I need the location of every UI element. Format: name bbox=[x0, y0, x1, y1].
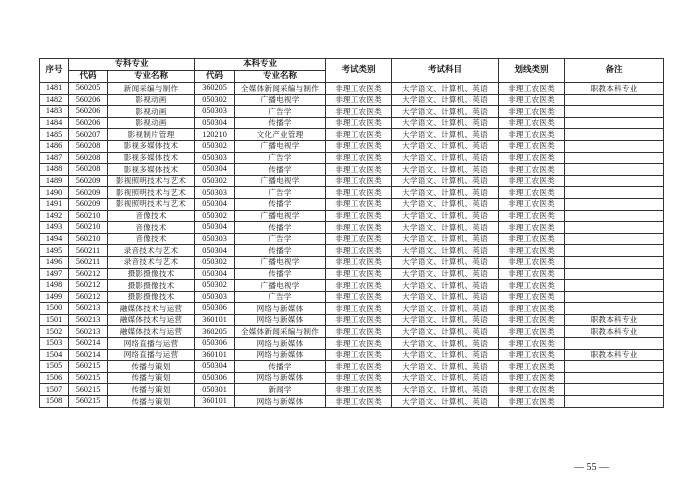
cell-benke-code: 050303 bbox=[195, 106, 235, 118]
cell-exam-subjects: 大学语文、计算机、英语 bbox=[392, 396, 499, 408]
header-exam-subjects: 考试科目 bbox=[392, 59, 499, 83]
cell-zhuanke-name: 新闻采编与制作 bbox=[108, 83, 195, 95]
cell-zhuanke-name: 音像技术 bbox=[108, 210, 195, 222]
cell-zhuanke-name: 摄影摄像技术 bbox=[108, 268, 195, 280]
cell-exam-subjects: 大学语文、计算机、英语 bbox=[392, 106, 499, 118]
cell-zhuanke-code: 560212 bbox=[69, 291, 108, 303]
cell-benke-name: 广播电视学 bbox=[235, 94, 326, 106]
cell-benke-code: 050306 bbox=[195, 372, 235, 384]
header-remarks: 备注 bbox=[565, 59, 664, 83]
cell-exam-type: 非理工农医类 bbox=[326, 349, 392, 361]
table-row bbox=[40, 361, 664, 373]
cell-remarks bbox=[565, 303, 664, 315]
cell-exam-subjects: 大学语文、计算机、英语 bbox=[392, 129, 499, 141]
cell-exam-subjects: 大学语文、计算机、英语 bbox=[392, 222, 499, 234]
cell-seq: 1486 bbox=[40, 140, 69, 152]
cell-seq: 1508 bbox=[40, 396, 69, 408]
cell-exam-subjects: 大学语文、计算机、英语 bbox=[392, 164, 499, 176]
cell-benke-name: 广播电视学 bbox=[235, 210, 326, 222]
cell-seq: 1494 bbox=[40, 233, 69, 245]
cell-exam-type: 非理工农医类 bbox=[326, 187, 392, 199]
cell-line-type: 非理工农医类 bbox=[499, 303, 565, 315]
cell-seq: 1499 bbox=[40, 291, 69, 303]
header-zhuanke-code: 代码 bbox=[69, 71, 108, 83]
cell-remarks: 职教本科专业 bbox=[565, 326, 664, 338]
cell-benke-code: 050302 bbox=[195, 210, 235, 222]
table-row bbox=[40, 280, 664, 292]
cell-benke-name: 传播学 bbox=[235, 222, 326, 234]
cell-line-type: 非理工农医类 bbox=[499, 384, 565, 396]
cell-zhuanke-code: 560211 bbox=[69, 245, 108, 257]
cell-seq: 1502 bbox=[40, 326, 69, 338]
cell-line-type: 非理工农医类 bbox=[499, 94, 565, 106]
cell-benke-code: 360205 bbox=[195, 326, 235, 338]
cell-zhuanke-name: 传播与策划 bbox=[108, 396, 195, 408]
table-row bbox=[40, 372, 664, 384]
cell-exam-type: 非理工农医类 bbox=[326, 152, 392, 164]
cell-exam-subjects: 大学语文、计算机、英语 bbox=[392, 175, 499, 187]
cell-seq: 1495 bbox=[40, 245, 69, 257]
header-exam-type: 考试类别 bbox=[326, 59, 392, 83]
header-benke-code: 代码 bbox=[195, 71, 235, 83]
table-row bbox=[40, 245, 664, 257]
cell-exam-type: 非理工农医类 bbox=[326, 94, 392, 106]
cell-zhuanke-name: 融媒体技术与运营 bbox=[108, 326, 195, 338]
cell-exam-type: 非理工农医类 bbox=[326, 129, 392, 141]
cell-exam-type: 非理工农医类 bbox=[326, 396, 392, 408]
table-row bbox=[40, 140, 664, 152]
cell-remarks bbox=[565, 291, 664, 303]
table-row bbox=[40, 129, 664, 141]
cell-benke-name: 广告学 bbox=[235, 187, 326, 199]
cell-line-type: 非理工农医类 bbox=[499, 233, 565, 245]
cell-seq: 1496 bbox=[40, 256, 69, 268]
header-benke-name: 专业名称 bbox=[235, 71, 326, 83]
cell-benke-code: 360101 bbox=[195, 396, 235, 408]
cell-seq: 1506 bbox=[40, 372, 69, 384]
cell-seq: 1483 bbox=[40, 106, 69, 118]
cell-exam-subjects: 大学语文、计算机、英语 bbox=[392, 361, 499, 373]
cell-benke-code: 050303 bbox=[195, 187, 235, 199]
cell-exam-type: 非理工农医类 bbox=[326, 372, 392, 384]
cell-benke-code: 050304 bbox=[195, 117, 235, 129]
cell-benke-code: 050302 bbox=[195, 256, 235, 268]
cell-exam-type: 非理工农医类 bbox=[326, 361, 392, 373]
cell-zhuanke-name: 融媒体技术与运营 bbox=[108, 303, 195, 315]
table-row bbox=[40, 187, 664, 199]
cell-exam-subjects: 大学语文、计算机、英语 bbox=[392, 140, 499, 152]
cell-exam-type: 非理工农医类 bbox=[326, 106, 392, 118]
cell-remarks bbox=[565, 198, 664, 210]
cell-exam-type: 非理工农医类 bbox=[326, 198, 392, 210]
cell-benke-code: 050306 bbox=[195, 338, 235, 350]
cell-exam-type: 非理工农医类 bbox=[326, 314, 392, 326]
cell-remarks bbox=[565, 233, 664, 245]
cell-remarks bbox=[565, 222, 664, 234]
header-zhuanke: 专科专业 bbox=[69, 59, 195, 71]
cell-benke-code: 050304 bbox=[195, 198, 235, 210]
cell-remarks bbox=[565, 338, 664, 350]
cell-exam-type: 非理工农医类 bbox=[326, 164, 392, 176]
cell-zhuanke-code: 560209 bbox=[69, 175, 108, 187]
cell-zhuanke-name: 影视照明技术与艺术 bbox=[108, 198, 195, 210]
cell-seq: 1487 bbox=[40, 152, 69, 164]
cell-benke-code: 050302 bbox=[195, 140, 235, 152]
cell-line-type: 非理工农医类 bbox=[499, 361, 565, 373]
cell-benke-code: 050304 bbox=[195, 222, 235, 234]
cell-benke-name: 全媒体新闻采编与制作 bbox=[235, 326, 326, 338]
cell-benke-name: 网络与新媒体 bbox=[235, 349, 326, 361]
cell-benke-name: 广播电视学 bbox=[235, 140, 326, 152]
cell-seq: 1501 bbox=[40, 314, 69, 326]
cell-benke-code: 050306 bbox=[195, 303, 235, 315]
cell-seq: 1485 bbox=[40, 129, 69, 141]
cell-seq: 1484 bbox=[40, 117, 69, 129]
cell-line-type: 非理工农医类 bbox=[499, 140, 565, 152]
cell-seq: 1503 bbox=[40, 338, 69, 350]
cell-exam-type: 非理工农医类 bbox=[326, 256, 392, 268]
page-number: — 55 — bbox=[574, 462, 609, 473]
cell-benke-name: 网络与新媒体 bbox=[235, 338, 326, 350]
table-body bbox=[40, 83, 664, 408]
cell-zhuanke-code: 560213 bbox=[69, 326, 108, 338]
cell-zhuanke-code: 560213 bbox=[69, 314, 108, 326]
cell-zhuanke-name: 网络直播与运营 bbox=[108, 349, 195, 361]
cell-remarks bbox=[565, 361, 664, 373]
cell-exam-subjects: 大学语文、计算机、英语 bbox=[392, 117, 499, 129]
cell-zhuanke-code: 560214 bbox=[69, 349, 108, 361]
cell-line-type: 非理工农医类 bbox=[499, 245, 565, 257]
cell-benke-code: 050304 bbox=[195, 164, 235, 176]
cell-benke-code: 050302 bbox=[195, 280, 235, 292]
table-row bbox=[40, 349, 664, 361]
table-row bbox=[40, 233, 664, 245]
cell-zhuanke-code: 560215 bbox=[69, 361, 108, 373]
cell-zhuanke-code: 560205 bbox=[69, 83, 108, 95]
cell-benke-code: 050304 bbox=[195, 361, 235, 373]
cell-benke-name: 传播学 bbox=[235, 164, 326, 176]
cell-benke-name: 广告学 bbox=[235, 152, 326, 164]
cell-exam-subjects: 大学语文、计算机、英语 bbox=[392, 314, 499, 326]
cell-remarks bbox=[565, 117, 664, 129]
cell-benke-name: 广播电视学 bbox=[235, 280, 326, 292]
cell-remarks bbox=[565, 256, 664, 268]
cell-line-type: 非理工农医类 bbox=[499, 106, 565, 118]
cell-zhuanke-code: 560211 bbox=[69, 256, 108, 268]
cell-exam-type: 非理工农医类 bbox=[326, 140, 392, 152]
cell-line-type: 非理工农医类 bbox=[499, 83, 565, 95]
cell-exam-subjects: 大学语文、计算机、英语 bbox=[392, 349, 499, 361]
table-row bbox=[40, 94, 664, 106]
table-row bbox=[40, 164, 664, 176]
cell-exam-type: 非理工农医类 bbox=[326, 280, 392, 292]
cell-benke-code: 050303 bbox=[195, 152, 235, 164]
cell-zhuanke-name: 影视制片管理 bbox=[108, 129, 195, 141]
cell-line-type: 非理工农医类 bbox=[499, 117, 565, 129]
cell-zhuanke-code: 560213 bbox=[69, 303, 108, 315]
cell-benke-code: 120210 bbox=[195, 129, 235, 141]
cell-line-type: 非理工农医类 bbox=[499, 164, 565, 176]
cell-remarks bbox=[565, 129, 664, 141]
header-benke: 本科专业 bbox=[195, 59, 326, 71]
cell-zhuanke-name: 影视动画 bbox=[108, 94, 195, 106]
cell-line-type: 非理工农医类 bbox=[499, 326, 565, 338]
cell-benke-name: 传播学 bbox=[235, 198, 326, 210]
cell-seq: 1492 bbox=[40, 210, 69, 222]
cell-line-type: 非理工农医类 bbox=[499, 222, 565, 234]
cell-zhuanke-code: 560209 bbox=[69, 198, 108, 210]
cell-benke-name: 广播电视学 bbox=[235, 256, 326, 268]
cell-zhuanke-code: 560210 bbox=[69, 233, 108, 245]
cell-zhuanke-code: 560206 bbox=[69, 106, 108, 118]
cell-zhuanke-code: 560214 bbox=[69, 338, 108, 350]
cell-exam-type: 非理工农医类 bbox=[326, 384, 392, 396]
cell-remarks: 职教本科专业 bbox=[565, 349, 664, 361]
cell-exam-subjects: 大学语文、计算机、英语 bbox=[392, 198, 499, 210]
cell-line-type: 非理工农医类 bbox=[499, 268, 565, 280]
cell-benke-name: 传播学 bbox=[235, 361, 326, 373]
cell-exam-type: 非理工农医类 bbox=[326, 175, 392, 187]
cell-seq: 1491 bbox=[40, 198, 69, 210]
table-row bbox=[40, 396, 664, 408]
cell-exam-subjects: 大学语文、计算机、英语 bbox=[392, 280, 499, 292]
cell-zhuanke-code: 560210 bbox=[69, 222, 108, 234]
cell-zhuanke-code: 560210 bbox=[69, 210, 108, 222]
cell-zhuanke-name: 影视动画 bbox=[108, 106, 195, 118]
cell-zhuanke-name: 融媒体技术与运营 bbox=[108, 314, 195, 326]
cell-line-type: 非理工农医类 bbox=[499, 314, 565, 326]
cell-remarks bbox=[565, 152, 664, 164]
cell-zhuanke-code: 560212 bbox=[69, 280, 108, 292]
header-seq: 序号 bbox=[40, 59, 69, 83]
cell-remarks bbox=[565, 384, 664, 396]
cell-zhuanke-name: 影视照明技术与艺术 bbox=[108, 187, 195, 199]
admissions-table bbox=[39, 58, 664, 408]
cell-benke-code: 050303 bbox=[195, 233, 235, 245]
cell-seq: 1498 bbox=[40, 280, 69, 292]
cell-seq: 1500 bbox=[40, 303, 69, 315]
cell-benke-name: 网络与新媒体 bbox=[235, 303, 326, 315]
cell-exam-type: 非理工农医类 bbox=[326, 233, 392, 245]
cell-zhuanke-name: 网络直播与运营 bbox=[108, 338, 195, 350]
cell-zhuanke-code: 560208 bbox=[69, 140, 108, 152]
header-zhuanke-name: 专业名称 bbox=[108, 71, 195, 83]
table-row bbox=[40, 117, 664, 129]
cell-zhuanke-code: 560215 bbox=[69, 372, 108, 384]
cell-exam-subjects: 大学语文、计算机、英语 bbox=[392, 338, 499, 350]
cell-exam-subjects: 大学语文、计算机、英语 bbox=[392, 233, 499, 245]
cell-exam-subjects: 大学语文、计算机、英语 bbox=[392, 303, 499, 315]
cell-remarks bbox=[565, 164, 664, 176]
cell-line-type: 非理工农医类 bbox=[499, 175, 565, 187]
cell-exam-type: 非理工农医类 bbox=[326, 83, 392, 95]
cell-line-type: 非理工农医类 bbox=[499, 338, 565, 350]
cell-exam-subjects: 大学语文、计算机、英语 bbox=[392, 268, 499, 280]
cell-seq: 1497 bbox=[40, 268, 69, 280]
cell-benke-name: 传播学 bbox=[235, 245, 326, 257]
cell-zhuanke-name: 音像技术 bbox=[108, 233, 195, 245]
cell-line-type: 非理工农医类 bbox=[499, 129, 565, 141]
cell-seq: 1489 bbox=[40, 175, 69, 187]
cell-benke-name: 传播学 bbox=[235, 268, 326, 280]
table-row bbox=[40, 268, 664, 280]
cell-benke-name: 广告学 bbox=[235, 106, 326, 118]
table-row bbox=[40, 291, 664, 303]
cell-benke-code: 360101 bbox=[195, 314, 235, 326]
cell-exam-type: 非理工农医类 bbox=[326, 210, 392, 222]
cell-exam-subjects: 大学语文、计算机、英语 bbox=[392, 94, 499, 106]
cell-benke-code: 050302 bbox=[195, 94, 235, 106]
cell-exam-type: 非理工农医类 bbox=[326, 268, 392, 280]
cell-zhuanke-name: 传播与策划 bbox=[108, 372, 195, 384]
cell-remarks bbox=[565, 245, 664, 257]
cell-line-type: 非理工农医类 bbox=[499, 280, 565, 292]
cell-benke-name: 全媒体新闻采编与制作 bbox=[235, 83, 326, 95]
cell-remarks bbox=[565, 372, 664, 384]
cell-seq: 1493 bbox=[40, 222, 69, 234]
cell-zhuanke-code: 560206 bbox=[69, 117, 108, 129]
cell-zhuanke-code: 560215 bbox=[69, 384, 108, 396]
table-row bbox=[40, 83, 664, 95]
cell-benke-name: 传播学 bbox=[235, 117, 326, 129]
cell-remarks bbox=[565, 280, 664, 292]
cell-exam-type: 非理工农医类 bbox=[326, 303, 392, 315]
cell-zhuanke-name: 影视多媒体技术 bbox=[108, 164, 195, 176]
table-row bbox=[40, 152, 664, 164]
cell-line-type: 非理工农医类 bbox=[499, 396, 565, 408]
cell-exam-type: 非理工农医类 bbox=[326, 117, 392, 129]
cell-line-type: 非理工农医类 bbox=[499, 210, 565, 222]
cell-benke-name: 文化产业管理 bbox=[235, 129, 326, 141]
cell-zhuanke-code: 560209 bbox=[69, 187, 108, 199]
cell-remarks: 职教本科专业 bbox=[565, 83, 664, 95]
cell-seq: 1481 bbox=[40, 83, 69, 95]
table-header bbox=[40, 59, 664, 83]
cell-seq: 1507 bbox=[40, 384, 69, 396]
table-row bbox=[40, 256, 664, 268]
cell-zhuanke-name: 摄影摄像技术 bbox=[108, 280, 195, 292]
cell-benke-code: 050304 bbox=[195, 268, 235, 280]
cell-zhuanke-name: 影视多媒体技术 bbox=[108, 140, 195, 152]
cell-benke-code: 050302 bbox=[195, 175, 235, 187]
cell-zhuanke-code: 560212 bbox=[69, 268, 108, 280]
cell-zhuanke-name: 录音技术与艺术 bbox=[108, 256, 195, 268]
cell-exam-type: 非理工农医类 bbox=[326, 326, 392, 338]
cell-remarks bbox=[565, 140, 664, 152]
cell-zhuanke-name: 传播与策划 bbox=[108, 384, 195, 396]
cell-benke-code: 360101 bbox=[195, 349, 235, 361]
table-row bbox=[40, 198, 664, 210]
table-row bbox=[40, 326, 664, 338]
cell-exam-subjects: 大学语文、计算机、英语 bbox=[392, 372, 499, 384]
cell-exam-subjects: 大学语文、计算机、英语 bbox=[392, 384, 499, 396]
cell-benke-code: 360205 bbox=[195, 83, 235, 95]
cell-remarks bbox=[565, 396, 664, 408]
table-row bbox=[40, 338, 664, 350]
cell-exam-type: 非理工农医类 bbox=[326, 222, 392, 234]
cell-remarks bbox=[565, 210, 664, 222]
cell-exam-subjects: 大学语文、计算机、英语 bbox=[392, 187, 499, 199]
cell-remarks bbox=[565, 187, 664, 199]
cell-benke-name: 网络与新媒体 bbox=[235, 372, 326, 384]
cell-remarks bbox=[565, 106, 664, 118]
cell-benke-name: 新闻学 bbox=[235, 384, 326, 396]
cell-exam-type: 非理工农医类 bbox=[326, 291, 392, 303]
cell-line-type: 非理工农医类 bbox=[499, 152, 565, 164]
cell-remarks bbox=[565, 94, 664, 106]
cell-benke-name: 广播电视学 bbox=[235, 175, 326, 187]
table-row bbox=[40, 303, 664, 315]
cell-remarks bbox=[565, 175, 664, 187]
cell-zhuanke-name: 摄影摄像技术 bbox=[108, 291, 195, 303]
cell-zhuanke-name: 录音技术与艺术 bbox=[108, 245, 195, 257]
cell-zhuanke-name: 影视照明技术与艺术 bbox=[108, 175, 195, 187]
cell-exam-subjects: 大学语文、计算机、英语 bbox=[392, 83, 499, 95]
cell-exam-subjects: 大学语文、计算机、英语 bbox=[392, 291, 499, 303]
cell-seq: 1490 bbox=[40, 187, 69, 199]
cell-zhuanke-code: 560207 bbox=[69, 129, 108, 141]
cell-exam-subjects: 大学语文、计算机、英语 bbox=[392, 152, 499, 164]
cell-zhuanke-name: 音像技术 bbox=[108, 222, 195, 234]
cell-benke-name: 广告学 bbox=[235, 233, 326, 245]
cell-line-type: 非理工农医类 bbox=[499, 187, 565, 199]
cell-zhuanke-code: 560208 bbox=[69, 164, 108, 176]
table-row bbox=[40, 384, 664, 396]
cell-exam-subjects: 大学语文、计算机、英语 bbox=[392, 256, 499, 268]
table-row bbox=[40, 222, 664, 234]
table-row bbox=[40, 210, 664, 222]
cell-line-type: 非理工农医类 bbox=[499, 198, 565, 210]
table-row bbox=[40, 314, 664, 326]
cell-benke-name: 网络与新媒体 bbox=[235, 314, 326, 326]
cell-line-type: 非理工农医类 bbox=[499, 349, 565, 361]
cell-zhuanke-code: 560208 bbox=[69, 152, 108, 164]
cell-exam-type: 非理工农医类 bbox=[326, 245, 392, 257]
cell-benke-name: 广告学 bbox=[235, 291, 326, 303]
table-row bbox=[40, 175, 664, 187]
cell-exam-subjects: 大学语文、计算机、英语 bbox=[392, 210, 499, 222]
cell-seq: 1488 bbox=[40, 164, 69, 176]
cell-seq: 1505 bbox=[40, 361, 69, 373]
cell-line-type: 非理工农医类 bbox=[499, 291, 565, 303]
cell-zhuanke-name: 影视动画 bbox=[108, 117, 195, 129]
cell-benke-name: 网络与新媒体 bbox=[235, 396, 326, 408]
cell-zhuanke-name: 影视多媒体技术 bbox=[108, 152, 195, 164]
cell-zhuanke-code: 560206 bbox=[69, 94, 108, 106]
cell-exam-subjects: 大学语文、计算机、英语 bbox=[392, 326, 499, 338]
cell-benke-code: 050304 bbox=[195, 245, 235, 257]
cell-benke-code: 050303 bbox=[195, 291, 235, 303]
cell-remarks bbox=[565, 268, 664, 280]
cell-line-type: 非理工农医类 bbox=[499, 256, 565, 268]
cell-zhuanke-name: 传播与策划 bbox=[108, 361, 195, 373]
cell-benke-code: 050301 bbox=[195, 384, 235, 396]
cell-remarks: 职教本科专业 bbox=[565, 314, 664, 326]
header-line-type: 划线类别 bbox=[499, 59, 565, 83]
cell-exam-type: 非理工农医类 bbox=[326, 338, 392, 350]
cell-zhuanke-code: 560215 bbox=[69, 396, 108, 408]
cell-exam-subjects: 大学语文、计算机、英语 bbox=[392, 245, 499, 257]
cell-seq: 1504 bbox=[40, 349, 69, 361]
cell-seq: 1482 bbox=[40, 94, 69, 106]
table-row bbox=[40, 106, 664, 118]
cell-line-type: 非理工农医类 bbox=[499, 372, 565, 384]
